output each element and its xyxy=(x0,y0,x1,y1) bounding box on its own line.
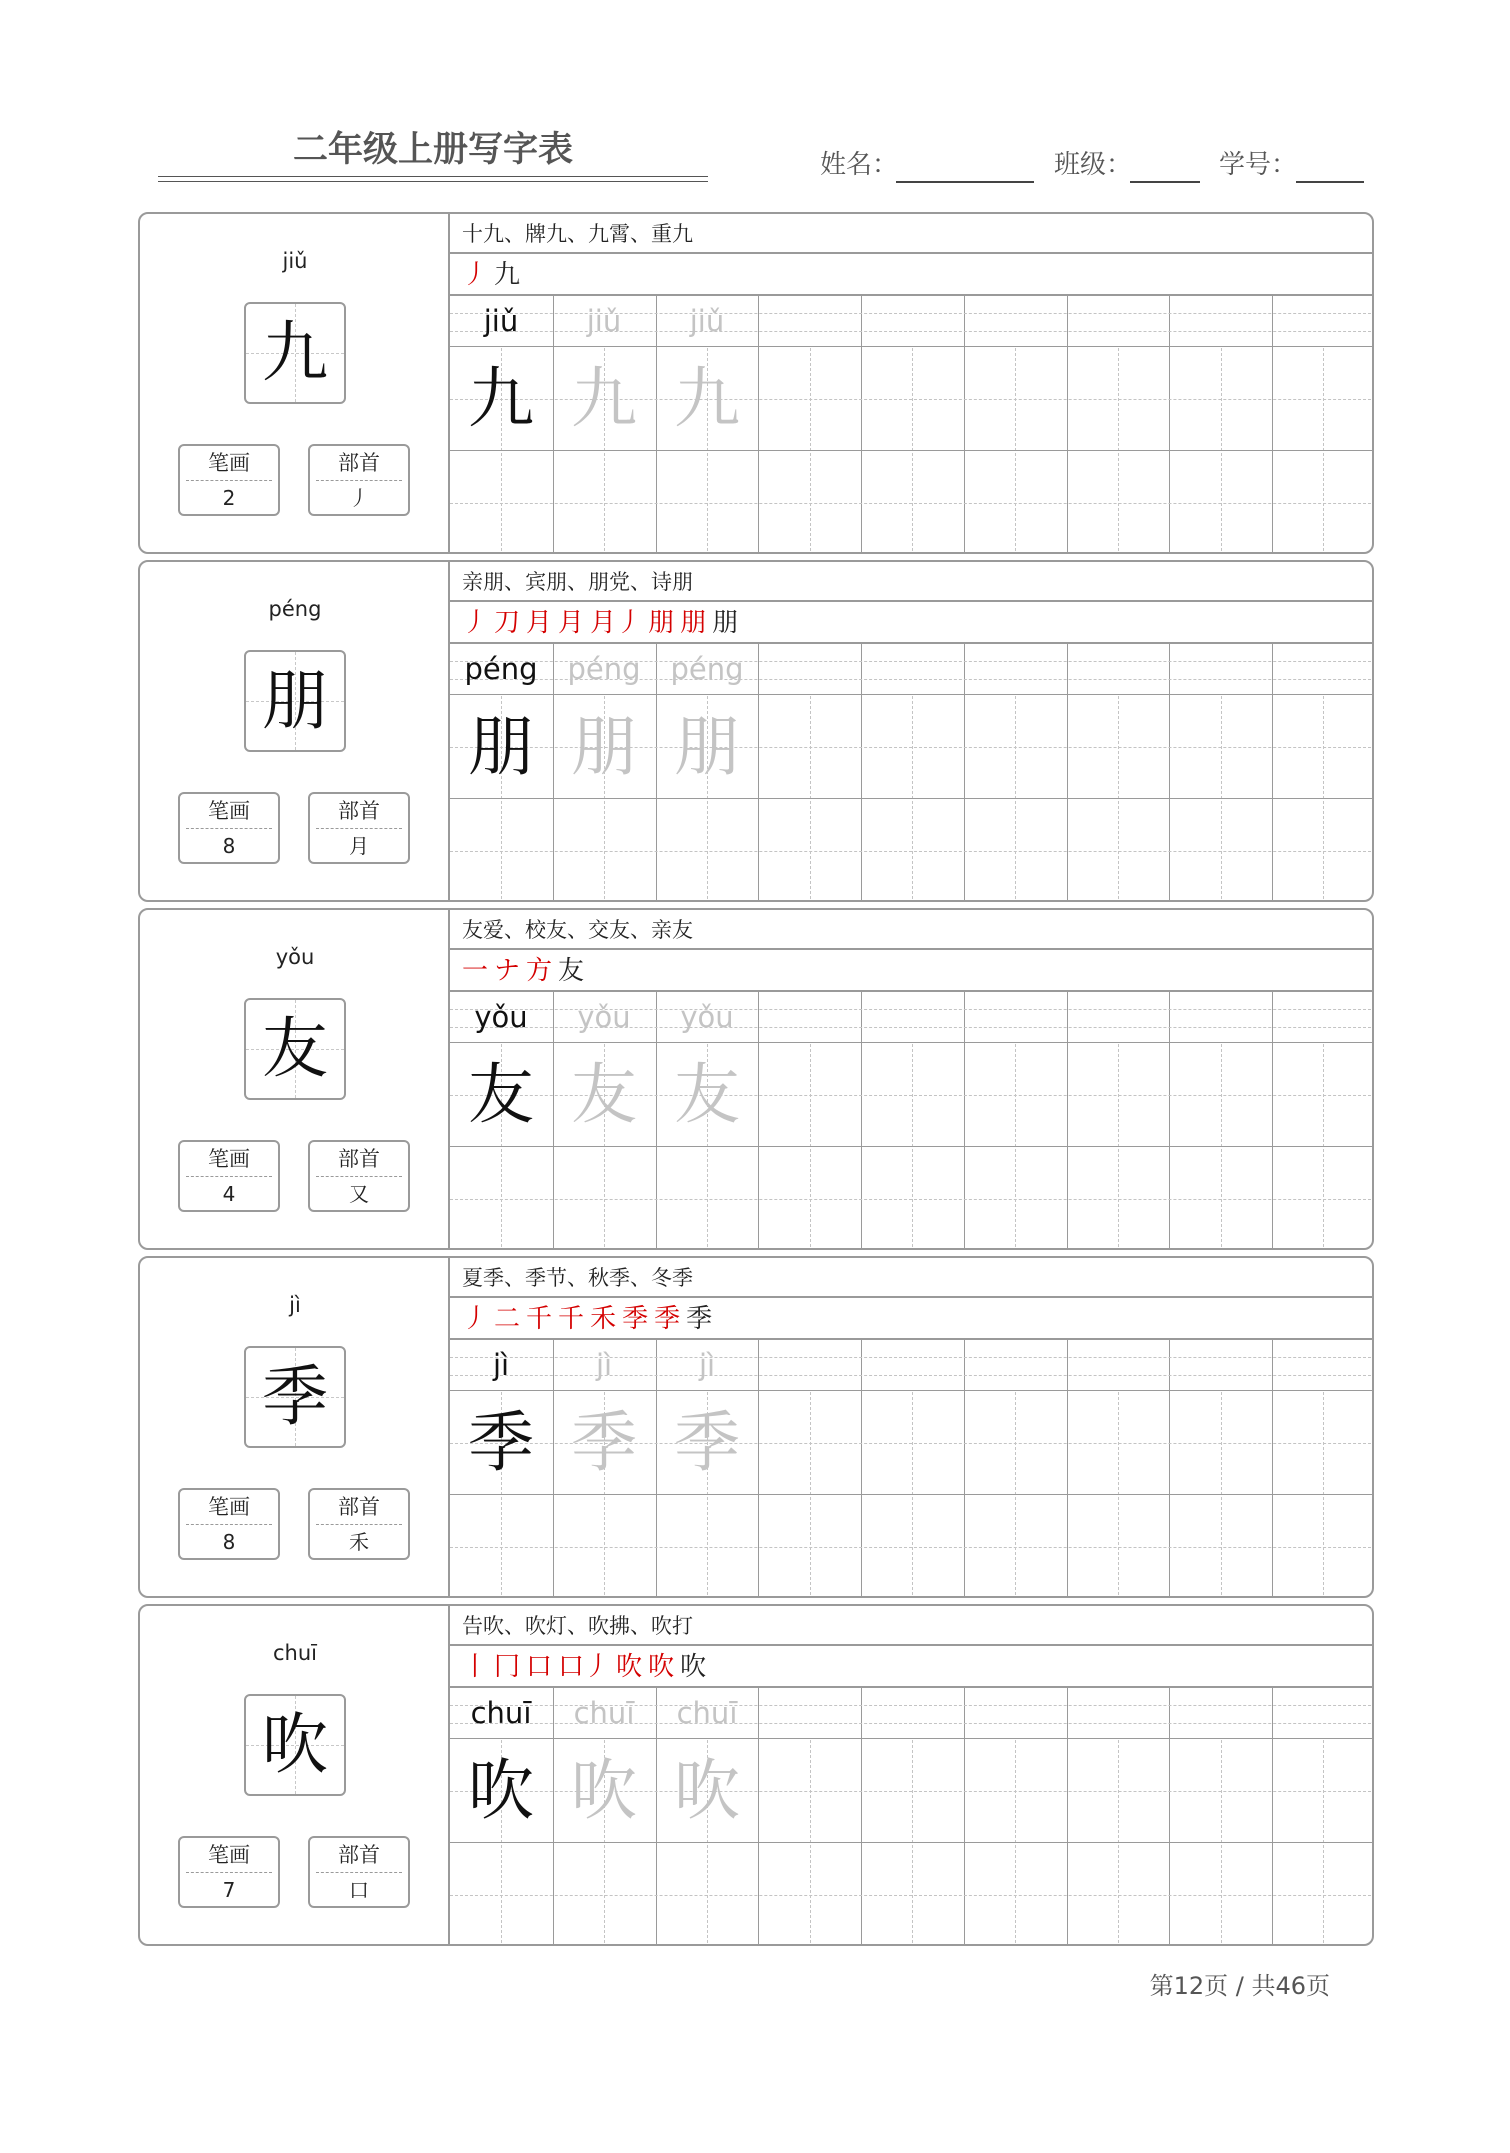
character-model: 季 xyxy=(468,1404,534,1481)
pinyin-model: yǒu xyxy=(474,1000,528,1034)
column-divider xyxy=(1272,644,1273,902)
row-guide xyxy=(450,1199,1374,1200)
character-trace: 季 xyxy=(571,1404,637,1481)
column-divider xyxy=(1272,1340,1273,1598)
row-divider xyxy=(450,1738,1374,1739)
stroke-order-row xyxy=(450,1298,1374,1340)
pinyin-label: chuī xyxy=(273,1641,317,1665)
divider xyxy=(186,828,272,829)
stroke-count-value: 8 xyxy=(222,1530,236,1554)
character-trace: 九 xyxy=(571,360,637,437)
divider xyxy=(316,1176,402,1177)
column-divider xyxy=(1169,644,1170,902)
column-divider xyxy=(1067,992,1068,1250)
number-field[interactable] xyxy=(1296,181,1364,183)
stroke-count-value: 4 xyxy=(222,1182,236,1206)
character-model: 友 xyxy=(468,1056,534,1133)
character-glyph: 季 xyxy=(262,1358,328,1435)
stroke-step: 月 xyxy=(558,608,585,638)
column-guide xyxy=(1323,1392,1324,1598)
pinyin-trace: yǒu xyxy=(577,1000,631,1034)
stroke-step: 丨 xyxy=(462,1652,489,1682)
column-divider xyxy=(964,296,965,554)
column-divider xyxy=(861,296,862,554)
character-model: 九 xyxy=(468,360,534,437)
stroke-step: 朋 xyxy=(648,608,675,638)
character-card xyxy=(138,1604,1374,1946)
character-card xyxy=(138,212,1374,554)
column-guide xyxy=(1118,1392,1119,1598)
column-guide xyxy=(1323,1740,1324,1946)
row-divider xyxy=(450,1146,1374,1147)
stroke-step: 友 xyxy=(558,956,585,986)
row-guide xyxy=(450,503,1374,504)
column-divider xyxy=(1272,992,1273,1250)
pinyin-label: jiǔ xyxy=(282,249,308,273)
character-trace: 朋 xyxy=(571,708,637,785)
column-guide xyxy=(1221,348,1222,554)
character-card xyxy=(138,908,1374,1250)
pinyin-trace: yǒu xyxy=(680,1000,734,1034)
class-field[interactable] xyxy=(1130,181,1200,183)
stroke-step: 吹 xyxy=(616,1652,643,1682)
example-words: 友爱、校友、交友、亲友 xyxy=(462,918,693,942)
column-guide xyxy=(1323,696,1324,902)
row-guide xyxy=(450,851,1374,852)
radical-box xyxy=(308,1488,410,1560)
practice-grid xyxy=(450,296,1374,554)
stroke-step: 丿 xyxy=(462,1304,489,1334)
stroke-count-value: 2 xyxy=(222,486,236,510)
column-divider xyxy=(1169,992,1170,1250)
column-guide xyxy=(1015,1740,1016,1946)
pinyin-model: péng xyxy=(464,652,538,686)
column-divider xyxy=(861,1688,862,1946)
stroke-order-row xyxy=(450,254,1374,296)
column-guide xyxy=(912,1044,913,1250)
column-divider xyxy=(964,992,965,1250)
row-divider xyxy=(450,1390,1374,1391)
column-guide xyxy=(810,348,811,554)
radical-value: 又 xyxy=(349,1182,369,1206)
title-underline-double xyxy=(158,181,708,182)
pinyin-trace: péng xyxy=(670,652,744,686)
column-divider xyxy=(758,1340,759,1598)
example-words: 夏季、季节、秋季、冬季 xyxy=(462,1266,693,1290)
stroke-step: 丿 xyxy=(462,608,489,638)
column-divider xyxy=(758,296,759,554)
stroke-count-label: 笔画 xyxy=(208,799,250,823)
character-trace: 吹 xyxy=(674,1752,740,1829)
stroke-step: ナ xyxy=(494,956,521,986)
example-words: 十九、牌九、九霄、重九 xyxy=(462,222,693,246)
pinyin-label: péng xyxy=(268,597,322,621)
example-words-row xyxy=(450,910,1374,950)
stroke-step: 九 xyxy=(494,260,521,290)
stroke-step: 方 xyxy=(526,956,553,986)
character-info-panel xyxy=(140,562,450,900)
character-box xyxy=(244,998,346,1100)
column-divider xyxy=(1067,644,1068,902)
row-divider xyxy=(450,1042,1374,1043)
name-field[interactable] xyxy=(896,181,1034,183)
column-guide xyxy=(1323,1044,1324,1250)
stroke-order-row xyxy=(450,602,1374,644)
pinyin-trace: péng xyxy=(567,652,641,686)
pinyin-trace: jiǔ xyxy=(586,304,622,338)
divider xyxy=(186,1176,272,1177)
stroke-count-value: 7 xyxy=(222,1878,236,1902)
stroke-step: 朋 xyxy=(680,608,707,638)
stroke-step: 口丿 xyxy=(558,1652,611,1682)
column-divider xyxy=(1272,296,1273,554)
pinyin-trace: jiǔ xyxy=(689,304,725,338)
stroke-count-label: 笔画 xyxy=(208,1495,250,1519)
stroke-step: 禾 xyxy=(590,1304,617,1334)
character-trace: 吹 xyxy=(571,1752,637,1829)
radical-box xyxy=(308,792,410,864)
column-divider xyxy=(1067,1340,1068,1598)
example-words-row xyxy=(450,1606,1374,1646)
name-label: 姓名： xyxy=(820,150,899,180)
column-divider xyxy=(1169,1688,1170,1946)
class-label: 班级： xyxy=(1054,150,1133,180)
column-divider xyxy=(861,644,862,902)
stroke-step: 季 xyxy=(654,1304,681,1334)
stroke-step: 朋 xyxy=(712,608,739,638)
stroke-count-box xyxy=(178,1140,280,1212)
column-guide xyxy=(1015,1044,1016,1250)
radical-label: 部首 xyxy=(338,1843,380,1867)
pinyin-model: chuī xyxy=(470,1696,532,1730)
page-title: 二年级上册写字表 xyxy=(292,130,573,170)
pinyin-trace: chuī xyxy=(676,1696,738,1730)
column-guide xyxy=(1118,1740,1119,1946)
stroke-step: 口 xyxy=(526,1652,553,1682)
radical-label: 部首 xyxy=(338,451,380,475)
stroke-count-label: 笔画 xyxy=(208,1843,250,1867)
stroke-step: 月 xyxy=(526,608,553,638)
character-trace: 朋 xyxy=(674,708,740,785)
divider xyxy=(316,1872,402,1873)
row-divider xyxy=(450,450,1374,451)
column-divider xyxy=(964,644,965,902)
row-guide xyxy=(450,1895,1374,1896)
column-divider xyxy=(861,992,862,1250)
column-divider xyxy=(1272,1688,1273,1946)
row-divider xyxy=(450,1494,1374,1495)
character-info-panel xyxy=(140,1258,450,1596)
character-glyph: 朋 xyxy=(262,662,328,739)
column-guide xyxy=(912,1392,913,1598)
column-divider xyxy=(1067,1688,1068,1946)
row-divider xyxy=(450,346,1374,347)
example-words-row xyxy=(450,214,1374,254)
character-box xyxy=(244,650,346,752)
row-divider xyxy=(450,1842,1374,1843)
stroke-count-box xyxy=(178,1836,280,1908)
number-label: 学号： xyxy=(1219,150,1298,180)
stroke-count-value: 8 xyxy=(222,834,236,858)
stroke-step: 一 xyxy=(462,956,489,986)
example-words: 告吹、吹灯、吹拂、吹打 xyxy=(462,1614,693,1638)
column-guide xyxy=(1221,1044,1222,1250)
radical-label: 部首 xyxy=(338,1495,380,1519)
radical-box xyxy=(308,1836,410,1908)
row-divider xyxy=(450,798,1374,799)
character-info-panel xyxy=(140,1606,450,1944)
radical-label: 部首 xyxy=(338,799,380,823)
column-divider xyxy=(964,1340,965,1598)
pinyin-label: jì xyxy=(289,1293,301,1317)
character-card xyxy=(138,1256,1374,1598)
radical-value: 丿 xyxy=(349,486,369,510)
radical-label: 部首 xyxy=(338,1147,380,1171)
character-info-panel xyxy=(140,910,450,1248)
character-glyph: 九 xyxy=(262,314,328,391)
title-underline xyxy=(158,176,708,177)
stroke-count-box xyxy=(178,1488,280,1560)
column-guide xyxy=(1221,1740,1222,1946)
stroke-step: 刀 xyxy=(494,608,521,638)
column-guide xyxy=(1221,696,1222,902)
stroke-step: 冂 xyxy=(494,1652,521,1682)
column-guide xyxy=(1015,1392,1016,1598)
stroke-step: 吹 xyxy=(680,1652,707,1682)
stroke-step: 丿 xyxy=(462,260,489,290)
example-words: 亲朋、宾朋、朋党、诗朋 xyxy=(462,570,693,594)
pinyin-label: yǒu xyxy=(275,945,315,969)
column-guide xyxy=(1015,696,1016,902)
column-guide xyxy=(810,1740,811,1946)
character-glyph: 友 xyxy=(262,1010,328,1087)
stroke-step: 二 xyxy=(494,1304,521,1334)
practice-grid xyxy=(450,644,1374,902)
character-box xyxy=(244,1694,346,1796)
stroke-step: 季 xyxy=(622,1304,649,1334)
divider xyxy=(186,1872,272,1873)
character-box xyxy=(244,302,346,404)
character-model: 朋 xyxy=(468,708,534,785)
stroke-step: 千 xyxy=(558,1304,585,1334)
stroke-step: 千 xyxy=(526,1304,553,1334)
stroke-count-box xyxy=(178,444,280,516)
example-words-row xyxy=(450,562,1374,602)
radical-box xyxy=(308,444,410,516)
stroke-order-row xyxy=(450,950,1374,992)
column-guide xyxy=(1015,348,1016,554)
pinyin-model: jiǔ xyxy=(483,304,519,338)
character-trace: 九 xyxy=(674,360,740,437)
character-trace: 友 xyxy=(674,1056,740,1133)
column-guide xyxy=(810,1392,811,1598)
column-guide xyxy=(1221,1392,1222,1598)
column-guide xyxy=(1118,696,1119,902)
column-guide xyxy=(810,696,811,902)
stroke-order-row xyxy=(450,1646,1374,1688)
divider xyxy=(186,1524,272,1525)
example-words-row xyxy=(450,1258,1374,1298)
column-divider xyxy=(861,1340,862,1598)
column-guide xyxy=(1118,1044,1119,1250)
row-guide xyxy=(450,1547,1374,1548)
practice-grid xyxy=(450,992,1374,1250)
pinyin-trace: jì xyxy=(698,1348,716,1382)
pinyin-trace: chuī xyxy=(573,1696,635,1730)
character-glyph: 吹 xyxy=(262,1706,328,1783)
row-divider xyxy=(450,694,1374,695)
page-number: 第12页 / 共46页 xyxy=(1149,1972,1330,2000)
stroke-step: 吹 xyxy=(648,1652,675,1682)
character-card xyxy=(138,560,1374,902)
column-divider xyxy=(758,644,759,902)
character-trace: 季 xyxy=(674,1404,740,1481)
divider xyxy=(316,1524,402,1525)
divider xyxy=(316,480,402,481)
divider xyxy=(316,828,402,829)
column-guide xyxy=(1118,348,1119,554)
radical-box xyxy=(308,1140,410,1212)
stroke-count-label: 笔画 xyxy=(208,451,250,475)
column-guide xyxy=(912,348,913,554)
practice-grid xyxy=(450,1340,1374,1598)
stroke-count-label: 笔画 xyxy=(208,1147,250,1171)
pinyin-model: jì xyxy=(492,1348,510,1382)
radical-value: 月 xyxy=(349,834,369,858)
column-divider xyxy=(758,1688,759,1946)
practice-grid xyxy=(450,1688,1374,1946)
column-guide xyxy=(912,1740,913,1946)
stroke-step: 月丿 xyxy=(590,608,643,638)
character-model: 吹 xyxy=(468,1752,534,1829)
stroke-step: 季 xyxy=(686,1304,713,1334)
pinyin-trace: jì xyxy=(595,1348,613,1382)
column-guide xyxy=(810,1044,811,1250)
character-trace: 友 xyxy=(571,1056,637,1133)
column-divider xyxy=(1067,296,1068,554)
column-guide xyxy=(912,696,913,902)
stroke-count-box xyxy=(178,792,280,864)
column-divider xyxy=(758,992,759,1250)
character-info-panel xyxy=(140,214,450,552)
column-divider xyxy=(964,1688,965,1946)
character-box xyxy=(244,1346,346,1448)
divider xyxy=(186,480,272,481)
radical-value: 禾 xyxy=(349,1530,369,1554)
column-divider xyxy=(1169,1340,1170,1598)
column-guide xyxy=(1323,348,1324,554)
radical-value: 口 xyxy=(349,1878,369,1902)
column-divider xyxy=(1169,296,1170,554)
